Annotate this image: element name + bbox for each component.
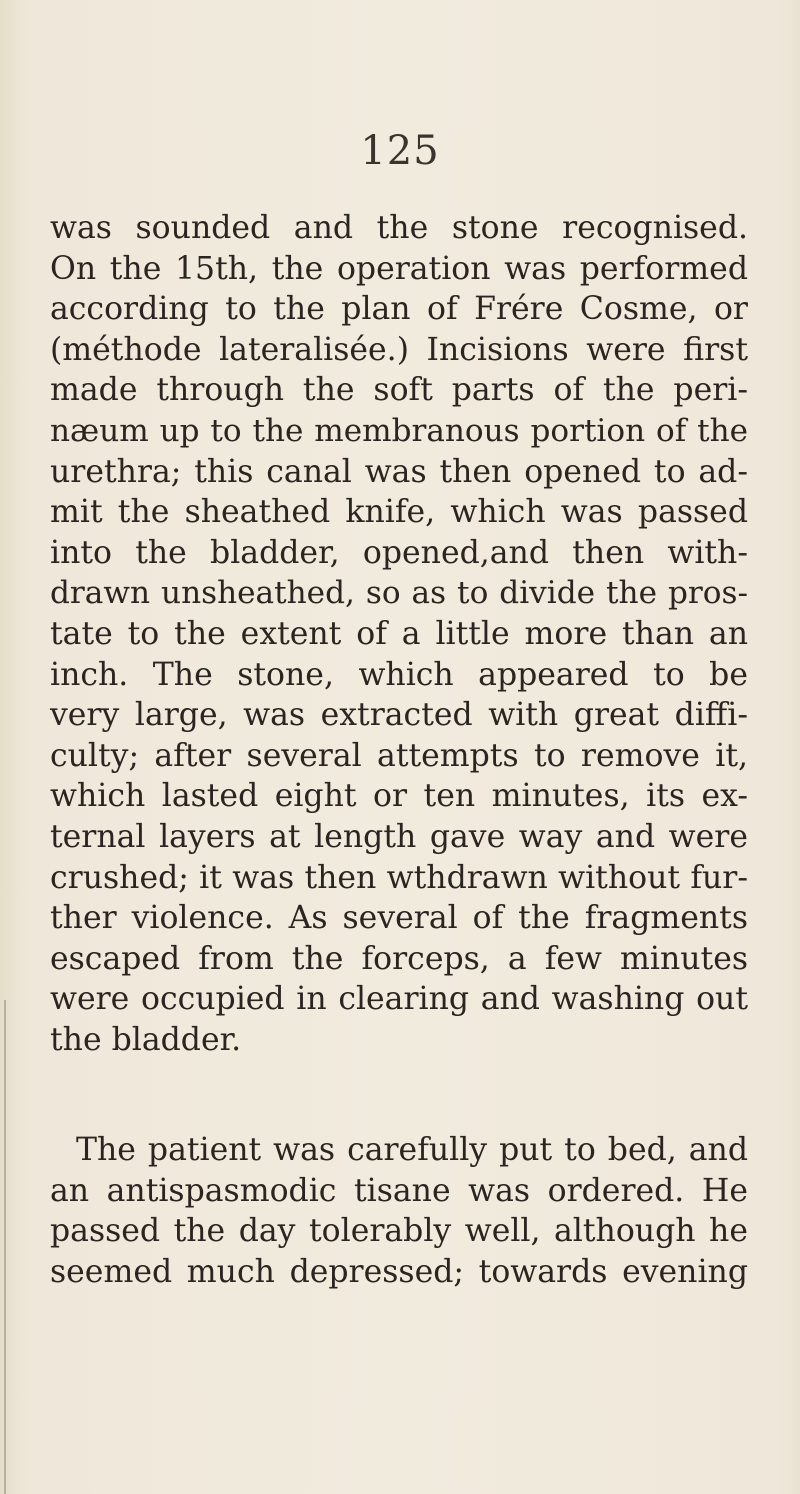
text-line: according to the plan of Frére Cosme, or: [50, 291, 748, 328]
paragraph-2: [50, 1130, 748, 1292]
text-line: crushed; it was then wthdrawn without fur-: [50, 859, 748, 896]
text-line: mit the sheathed knife, which was passed: [50, 494, 748, 531]
text-line: very large, was extracted with great diffi-: [50, 697, 748, 734]
text-line: næum up to the membranous portion of the: [50, 412, 748, 449]
text-line: which lasted eight or ten minutes, its ex-: [50, 778, 748, 815]
text-line: urethra; this canal was then opened to ad-: [50, 453, 748, 490]
page-number: 125: [360, 128, 440, 174]
text-line: escaped from the forceps, a few minutes: [50, 940, 748, 977]
text-line: The patient was carefully put to bed, and: [76, 1132, 748, 1168]
text-line: On the 15th, the operation was performed: [50, 250, 748, 287]
text-line: were occupied in clearing and washing out: [50, 981, 748, 1018]
text-line: an antispasmodic tisane was ordered. He: [50, 1172, 748, 1209]
text-line: was sounded and the stone recognised.: [50, 210, 748, 246]
text-line: (méthode lateralisée.) Incisions were first: [50, 331, 748, 368]
text-line: culty; after several attempts to remove it,: [50, 737, 748, 774]
text-line: ther violence. As several of the fragments: [50, 900, 748, 937]
text-line: ternal layers at length gave way and were: [50, 818, 748, 855]
paragraph-1: [50, 208, 748, 1060]
text-line: into the bladder, opened,and then with-: [50, 534, 748, 571]
text-line: seemed much depressed; towards evening: [50, 1253, 748, 1290]
text-line: tate to the extent of a little more than an: [50, 615, 748, 652]
text-line: the bladder.: [50, 1021, 242, 1058]
text-line: inch. The stone, which appeared to be: [50, 656, 748, 693]
text-line: made through the soft parts of the peri-: [50, 372, 748, 409]
page-edge-shadow: [4, 1000, 6, 1494]
text-line: passed the day tolerably well, although he: [50, 1213, 748, 1250]
text-line: drawn unsheathed, so as to divide the pros-: [50, 575, 748, 612]
